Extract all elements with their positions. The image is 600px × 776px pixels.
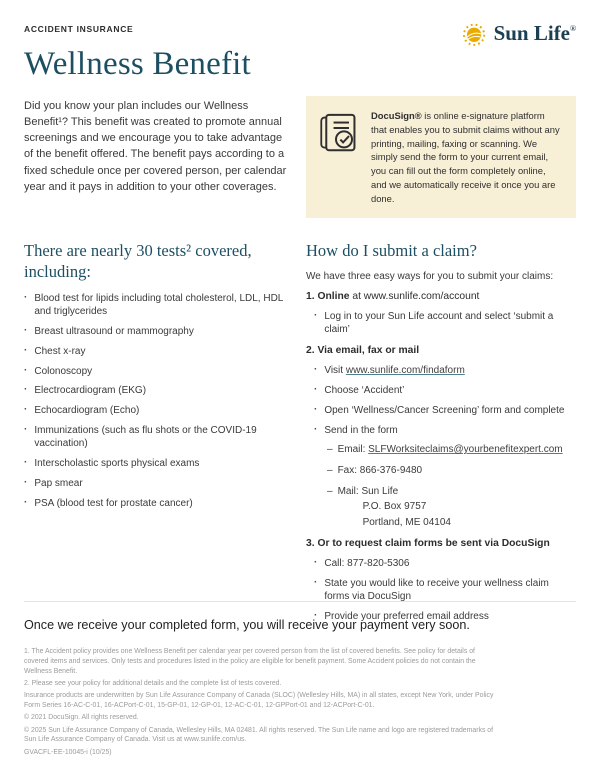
intro-row (24, 83, 576, 218)
main-row (24, 218, 576, 630)
list-item: · Visit www.sunlife.com/findaform (314, 364, 465, 377)
mail-option (327, 485, 576, 529)
docusign-info-box (306, 96, 576, 218)
list-item: · Send in the form (314, 423, 398, 436)
list-item: · Immunizations (such as flu shots or the COVID-19 vaccination) (24, 423, 257, 450)
sun-icon (461, 20, 488, 47)
header (24, 20, 576, 83)
bullet-dot: · (314, 403, 318, 415)
bullet-dot: · (24, 496, 28, 508)
claims-intro: We have three easy ways for you to submit your claims: (306, 270, 554, 282)
list-item: · Colonoscopy (24, 364, 93, 377)
list-item: · Interscholastic sports physical exams (24, 457, 200, 470)
footnote-2: 2. Please see your policy for additional details and the complete list of tests covered. (24, 679, 282, 687)
bullet-dot: · (24, 364, 28, 376)
step-2-heading: 2. Via email, fax or mail (306, 345, 420, 357)
list-item: · Call: 877-820-5306 (314, 556, 410, 569)
claims-email-link[interactable]: SLFWorksiteclaims@yourbenefitexpert.com (368, 444, 563, 456)
underwriting-disclosure: Insurance products are underwritten by Sun Life Assurance Company of Canada (SLOC) (Wellesley Hills, MA) in all states, except New York, under Policy Form Series 16-AC-C-01, 16-ACPort-C-01, 15-GP-01, 12-GP-01, 12-AC-C-01, 12-GPPort-01 and 12-ACPort-C-01. (24, 692, 494, 709)
list-item: · Log in to your Sun Life account and select ‘submit a claim’ (314, 309, 554, 335)
docusign-description: DocuSign® is online e-signature platform that enables you to submit claims without any printing, mailing, faxing or scanning. We simply send the form to your current email, you can fill out the form completely online, and we automatically receive it once you are done. (371, 110, 560, 204)
step-1-heading: 1. Online at www.sunlife.com/account (306, 290, 480, 302)
form-number: GVACFL-EE-10045-i (10/25) (24, 748, 112, 756)
list-item: · Electrocardiogram (EKG) (24, 384, 147, 397)
mail-line: Mail: Sun Life (337, 485, 399, 497)
bullet-dot: · (24, 404, 28, 416)
list-item: · Breast ultrasound or mammography (24, 325, 194, 337)
dash-marker: – (327, 444, 333, 456)
bullet-dot: · (24, 476, 28, 488)
step-3-heading: 3. Or to request claim forms be sent via DocuSign (306, 537, 550, 549)
list-item: · Pap smear (24, 476, 83, 489)
tests-section (24, 218, 288, 517)
list-item: · Chest x-ray (24, 344, 86, 357)
header-left (24, 20, 251, 83)
divider (24, 601, 576, 602)
fax-option: – Fax: 866-376-9480 (327, 465, 423, 477)
claims-section (306, 218, 576, 630)
page-title: Wellness Benefit (24, 46, 251, 82)
bullet-dot: · (314, 383, 318, 395)
list-item: · Open ‘Wellness/Cancer Screening’ form and complete (314, 403, 565, 416)
findaform-link[interactable]: www.sunlife.com/findaform (345, 365, 465, 377)
bullet-dot: · (314, 423, 318, 435)
claims-heading: How do I submit a claim? (306, 240, 477, 260)
list-item: · Echocardiogram (Echo) (24, 404, 140, 417)
docusign-copyright: © 2021 DocuSign. All rights reserved. (24, 714, 139, 722)
tests-heading: There are nearly 30 tests² covered, including: (24, 240, 252, 281)
dash-marker: – (327, 485, 333, 497)
registered-mark: ® (570, 24, 576, 33)
bullet-dot: · (314, 609, 318, 621)
list-item: · Choose ‘Accident’ (314, 383, 405, 396)
mail-line: Portland, ME 04104 (362, 516, 451, 528)
list-item: · Blood test for lipids including total cholesterol, LDL, HDL and triglycerides (24, 291, 283, 318)
bullet-dot: · (314, 576, 318, 588)
dash-marker: – (327, 465, 333, 477)
mail-line: P.O. Box 9757 (362, 501, 427, 513)
footnote-1: 1. The Accident policy provides one Wellness Benefit per calendar year per covered person from the list of covered benefits. See policy for details of covered items and services. Only tests and procedures listed in the policy are eligible for benefit payment. Some Accident policies do not contain the Wellness Benefit. (24, 648, 476, 675)
bullet-dot: · (24, 344, 28, 356)
eyebrow-label: ACCIDENT INSURANCE (24, 24, 134, 34)
list-item: · PSA (blood test for prostate cancer) (24, 496, 193, 509)
bullet-dot: · (314, 364, 318, 376)
docusign-document-check-icon (319, 109, 359, 206)
closing-note: Once we receive your completed form, you will receive your payment very soon. (24, 618, 470, 632)
bullet-dot: · (24, 457, 28, 469)
bullet-dot: · (314, 309, 318, 321)
bullet-dot: · (24, 325, 28, 336)
sunlife-logo (461, 20, 576, 47)
footnotes (24, 647, 496, 757)
logo-wordmark: Sun Life® (493, 21, 576, 45)
email-option: – Email: SLFWorksiteclaims@yourbenefitexpert.com (327, 444, 563, 456)
list-item: · Provide your preferred email address (314, 609, 489, 622)
footer-block (24, 601, 576, 760)
tests-list (24, 292, 288, 510)
bullet-dot: · (24, 384, 28, 396)
bullet-dot: · (24, 291, 28, 303)
bullet-dot: · (314, 556, 318, 568)
intro-paragraph: Did you know your plan includes our Wellness Benefit¹? This benefit was created to promote annual screenings and we encourage you to take advantage of the benefit offered. The benefit pays according to a fixed schedule once per covered person, per calendar year and it pays in addition to your other coverages. (24, 100, 287, 193)
bullet-dot: · (24, 423, 28, 435)
sunlife-copyright: © 2025 Sun Life Assurance Company of Canada, Wellesley Hills, MA 02481. All rights reserved. The Sun Life name and logo are registered trademarks of Sun Life Assurance Company of Canada. Visit us at www.sunlife.com/us. (24, 726, 494, 744)
list-item: · State you would like to receive your wellness claim forms via DocuSign (314, 576, 549, 602)
